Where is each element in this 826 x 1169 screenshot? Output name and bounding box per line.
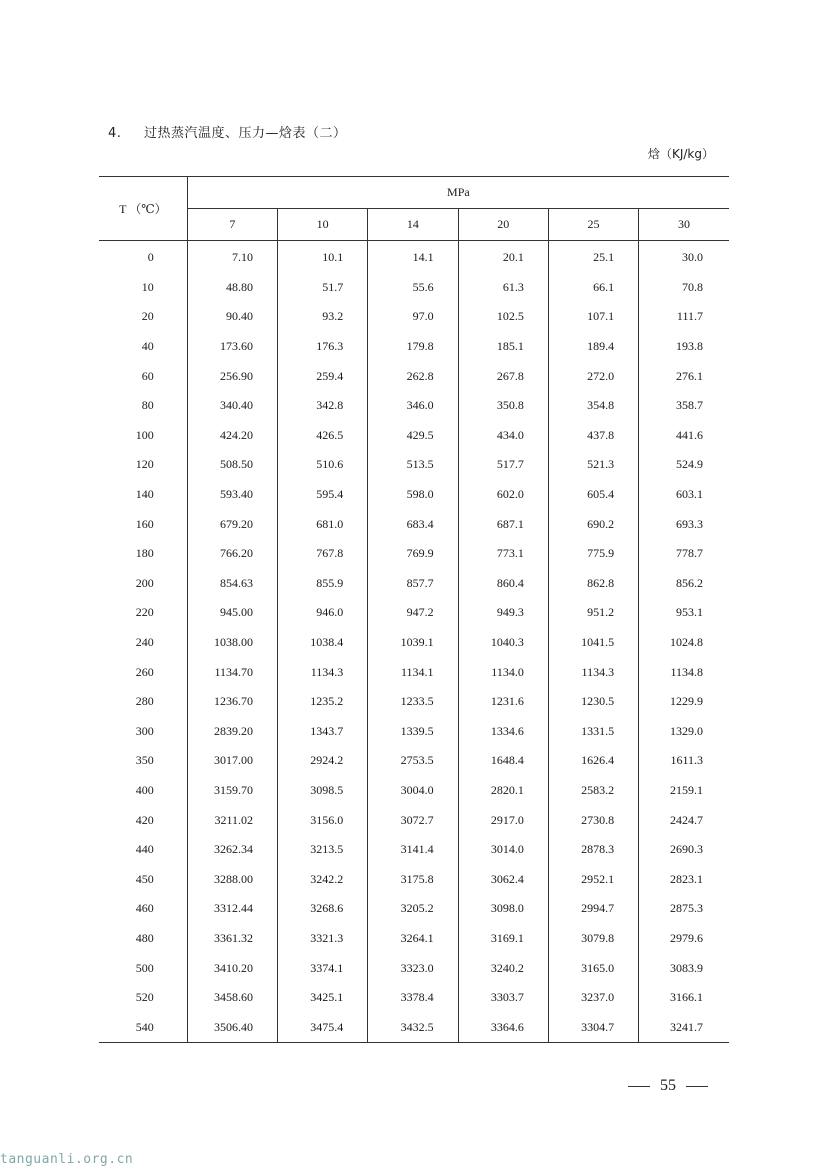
enthalpy-cell: 778.7 (676, 546, 703, 561)
enthalpy-cell: 66.1 (548, 273, 638, 303)
enthalpy-cell: 2730.8 (548, 805, 638, 835)
enthalpy-cell: 3004.0 (368, 776, 458, 806)
enthalpy-cell: 272.0 (548, 361, 638, 391)
enthalpy-cell: 7.10 (187, 241, 277, 273)
temperature-cell: 450 (99, 864, 187, 894)
temperature-cell: 500 (99, 953, 187, 983)
table-row (99, 628, 729, 658)
enthalpy-cell: 1229.9 (670, 694, 703, 709)
enthalpy-cell: 350.8 (458, 391, 548, 421)
temperature-cell: 220 (99, 598, 187, 628)
enthalpy-cell: 424.20 (187, 421, 277, 451)
enthalpy-cell: 1339.5 (368, 717, 458, 747)
enthalpy-cell: 854.63 (187, 569, 277, 599)
enthalpy-cell: 856.2 (676, 575, 703, 590)
table-row (99, 687, 729, 717)
enthalpy-cell: 767.8 (278, 539, 368, 569)
enthalpy-cell: 2820.1 (458, 776, 548, 806)
pressure-group-header: MPa (187, 177, 729, 209)
enthalpy-cell: 3361.32 (187, 924, 277, 954)
enthalpy-cell: 434.0 (458, 421, 548, 451)
enthalpy-cell: 3241.7 (639, 1012, 729, 1042)
enthalpy-cell: 1343.7 (278, 717, 368, 747)
pressure-column-header: 25 (548, 209, 638, 241)
enthalpy-cell: 3175.8 (368, 864, 458, 894)
pressure-column-header: 7 (187, 209, 277, 241)
enthalpy-cell: 953.1 (676, 605, 703, 620)
enthalpy-cell: 1134.8 (670, 664, 703, 679)
enthalpy-cell: 3425.1 (278, 983, 368, 1013)
enthalpy-cell: 1024.8 (670, 635, 703, 650)
dash-decoration (628, 1086, 650, 1087)
enthalpy-cell: 945.00 (187, 598, 277, 628)
enthalpy-cell: 605.4 (548, 480, 638, 510)
enthalpy-cell: 510.6 (278, 450, 368, 480)
enthalpy-cell: 3083.9 (670, 960, 703, 975)
enthalpy-cell: 1236.70 (187, 687, 277, 717)
enthalpy-cell: 1235.2 (278, 687, 368, 717)
temperature-cell: 520 (99, 983, 187, 1013)
temperature-cell: 480 (99, 924, 187, 954)
enthalpy-cell: 857.7 (368, 569, 458, 599)
enthalpy-cell: 3506.40 (187, 1012, 277, 1042)
table-row (99, 746, 729, 776)
watermark: tanguanli.org.cn (0, 1152, 134, 1167)
temperature-cell: 540 (99, 1012, 187, 1042)
table-row (99, 302, 729, 332)
enthalpy-cell: 524.9 (676, 457, 703, 472)
enthalpy-cell: 679.20 (187, 509, 277, 539)
enthalpy-cell: 946.0 (278, 598, 368, 628)
enthalpy-cell: 3205.2 (368, 894, 458, 924)
enthalpy-cell: 93.2 (278, 302, 368, 332)
enthalpy-cell: 3017.00 (187, 746, 277, 776)
enthalpy-cell: 2839.20 (187, 717, 277, 747)
enthalpy-cell: 513.5 (368, 450, 458, 480)
enthalpy-cell: 3166.1 (670, 990, 703, 1005)
enthalpy-cell: 521.3 (548, 450, 638, 480)
enthalpy-cell: 1334.6 (458, 717, 548, 747)
enthalpy-cell: 185.1 (458, 332, 548, 362)
enthalpy-cell: 687.1 (458, 509, 548, 539)
page-number (628, 1077, 708, 1095)
enthalpy-cell: 1331.5 (548, 717, 638, 747)
temperature-cell: 40 (99, 332, 187, 362)
enthalpy-cell: 437.8 (548, 421, 638, 451)
temperature-cell: 80 (99, 391, 187, 421)
table-row (99, 480, 729, 510)
table-row (99, 569, 729, 599)
enthalpy-cell: 2924.2 (278, 746, 368, 776)
enthalpy-cell: 773.1 (458, 539, 548, 569)
enthalpy-cell: 3165.0 (548, 953, 638, 983)
temperature-cell: 120 (99, 450, 187, 480)
enthalpy-cell: 862.8 (548, 569, 638, 599)
section-heading (108, 122, 347, 141)
enthalpy-cell: 2952.1 (548, 864, 638, 894)
enthalpy-cell: 179.8 (368, 332, 458, 362)
enthalpy-cell: 3213.5 (278, 835, 368, 865)
temperature-cell: 350 (99, 746, 187, 776)
enthalpy-cell: 193.8 (676, 339, 703, 354)
table-row (99, 717, 729, 747)
enthalpy-cell: 342.8 (278, 391, 368, 421)
enthalpy-cell: 2917.0 (458, 805, 548, 835)
table-row (99, 539, 729, 569)
enthalpy-cell: 3410.20 (187, 953, 277, 983)
pressure-column-header: 20 (458, 209, 548, 241)
enthalpy-cell: 111.7 (676, 309, 703, 324)
table-row (99, 864, 729, 894)
enthalpy-cell: 256.90 (187, 361, 277, 391)
table-row (99, 421, 729, 451)
enthalpy-cell: 681.0 (278, 509, 368, 539)
enthalpy-cell: 1626.4 (548, 746, 638, 776)
temperature-cell: 200 (99, 569, 187, 599)
enthalpy-cell: 3242.2 (278, 864, 368, 894)
enthalpy-cell: 1134.1 (368, 657, 458, 687)
enthalpy-cell: 30.0 (682, 250, 703, 265)
enthalpy-cell: 3211.02 (187, 805, 277, 835)
table-row (99, 657, 729, 687)
enthalpy-cell: 107.1 (548, 302, 638, 332)
table-row (99, 983, 729, 1013)
dash-decoration (686, 1086, 708, 1087)
enthalpy-cell: 3098.5 (278, 776, 368, 806)
table-row (99, 776, 729, 806)
enthalpy-cell: 259.4 (278, 361, 368, 391)
enthalpy-cell: 3303.7 (458, 983, 548, 1013)
temperature-cell: 280 (99, 687, 187, 717)
table-row (99, 953, 729, 983)
enthalpy-cell: 947.2 (368, 598, 458, 628)
enthalpy-cell: 3304.7 (548, 1012, 638, 1042)
page-number-text: 55 (660, 1077, 676, 1094)
temperature-cell: 100 (99, 421, 187, 451)
unit-label: 焓（KJ/kg） (647, 147, 714, 161)
enthalpy-cell: 1039.1 (368, 628, 458, 658)
enthalpy-cell: 262.8 (368, 361, 458, 391)
enthalpy-cell: 693.3 (676, 516, 703, 531)
enthalpy-cell: 766.20 (187, 539, 277, 569)
enthalpy-cell: 276.1 (676, 368, 703, 383)
enthalpy-cell: 1041.5 (548, 628, 638, 658)
enthalpy-cell: 517.7 (458, 450, 548, 480)
table-row (99, 391, 729, 421)
enthalpy-cell: 690.2 (548, 509, 638, 539)
enthalpy-cell: 102.5 (458, 302, 548, 332)
enthalpy-cell: 3169.1 (458, 924, 548, 954)
table-row (99, 835, 729, 865)
pressure-column-header: 14 (368, 209, 458, 241)
temperature-cell: 0 (99, 241, 187, 273)
enthalpy-cell: 595.4 (278, 480, 368, 510)
enthalpy-cell: 593.40 (187, 480, 277, 510)
enthalpy-cell: 2994.7 (548, 894, 638, 924)
temperature-cell: 260 (99, 657, 187, 687)
enthalpy-cell: 267.8 (458, 361, 548, 391)
table-row (99, 273, 729, 303)
enthalpy-cell: 3264.1 (368, 924, 458, 954)
enthalpy-cell: 2979.6 (670, 930, 703, 945)
section-title: 过热蒸汽温度、压力—焓表（二） (144, 126, 347, 141)
temperature-cell: 20 (99, 302, 187, 332)
enthalpy-cell: 3098.0 (458, 894, 548, 924)
enthalpy-cell: 1040.3 (458, 628, 548, 658)
pressure-column-header: 30 (639, 209, 729, 241)
enthalpy-cell: 1611.3 (670, 753, 703, 768)
enthalpy-cell: 683.4 (368, 509, 458, 539)
enthalpy-cell: 3432.5 (368, 1012, 458, 1042)
enthalpy-cell: 176.3 (278, 332, 368, 362)
enthalpy-table (99, 176, 729, 1043)
enthalpy-cell: 3156.0 (278, 805, 368, 835)
enthalpy-cell: 90.40 (187, 302, 277, 332)
enthalpy-cell: 3062.4 (458, 864, 548, 894)
enthalpy-cell: 1648.4 (458, 746, 548, 776)
enthalpy-cell: 3312.44 (187, 894, 277, 924)
enthalpy-cell: 441.6 (676, 427, 703, 442)
enthalpy-cell: 1134.70 (187, 657, 277, 687)
temperature-cell: 60 (99, 361, 187, 391)
enthalpy-cell: 14.1 (368, 241, 458, 273)
enthalpy-cell: 2159.1 (670, 782, 703, 797)
table-row (99, 1012, 729, 1042)
section-number: 4. (108, 126, 122, 141)
enthalpy-cell: 1329.0 (670, 723, 703, 738)
enthalpy-cell: 3159.70 (187, 776, 277, 806)
enthalpy-cell: 3014.0 (458, 835, 548, 865)
enthalpy-cell: 3268.6 (278, 894, 368, 924)
enthalpy-cell: 189.4 (548, 332, 638, 362)
temperature-cell: 180 (99, 539, 187, 569)
enthalpy-cell: 426.5 (278, 421, 368, 451)
temperature-cell: 400 (99, 776, 187, 806)
temperature-cell: 140 (99, 480, 187, 510)
enthalpy-cell: 340.40 (187, 391, 277, 421)
table-row (99, 361, 729, 391)
enthalpy-cell: 855.9 (278, 569, 368, 599)
enthalpy-cell: 3240.2 (458, 953, 548, 983)
enthalpy-cell: 25.1 (548, 241, 638, 273)
enthalpy-cell: 1231.6 (458, 687, 548, 717)
table-row (99, 450, 729, 480)
temperature-cell: 460 (99, 894, 187, 924)
enthalpy-cell: 1134.3 (278, 657, 368, 687)
enthalpy-cell: 598.0 (368, 480, 458, 510)
enthalpy-cell: 3374.1 (278, 953, 368, 983)
enthalpy-cell: 1038.4 (278, 628, 368, 658)
enthalpy-cell: 2753.5 (368, 746, 458, 776)
enthalpy-cell: 1233.5 (368, 687, 458, 717)
enthalpy-cell: 3321.3 (278, 924, 368, 954)
table-row (99, 509, 729, 539)
enthalpy-cell: 2878.3 (548, 835, 638, 865)
enthalpy-cell: 429.5 (368, 421, 458, 451)
temperature-cell: 10 (99, 273, 187, 303)
temperature-cell: 160 (99, 509, 187, 539)
enthalpy-cell: 2875.3 (670, 901, 703, 916)
enthalpy-cell: 949.3 (458, 598, 548, 628)
enthalpy-cell: 3323.0 (368, 953, 458, 983)
enthalpy-cell: 51.7 (278, 273, 368, 303)
temperature-header: T （℃） (99, 177, 187, 241)
pressure-column-header: 10 (278, 209, 368, 241)
enthalpy-cell: 2823.1 (670, 871, 703, 886)
enthalpy-cell: 860.4 (458, 569, 548, 599)
enthalpy-cell: 61.3 (458, 273, 548, 303)
enthalpy-cell: 70.8 (682, 279, 703, 294)
enthalpy-cell: 1230.5 (548, 687, 638, 717)
enthalpy-cell: 20.1 (458, 241, 548, 273)
enthalpy-cell: 775.9 (548, 539, 638, 569)
table-row (99, 598, 729, 628)
enthalpy-cell: 354.8 (548, 391, 638, 421)
enthalpy-cell: 2424.7 (670, 812, 703, 827)
table-row (99, 241, 729, 273)
enthalpy-cell: 1134.0 (458, 657, 548, 687)
table-row (99, 332, 729, 362)
table-row (99, 924, 729, 954)
enthalpy-cell: 3378.4 (368, 983, 458, 1013)
enthalpy-cell: 97.0 (368, 302, 458, 332)
enthalpy-cell: 3262.34 (187, 835, 277, 865)
enthalpy-cell: 3079.8 (548, 924, 638, 954)
enthalpy-cell: 173.60 (187, 332, 277, 362)
enthalpy-cell: 3141.4 (368, 835, 458, 865)
enthalpy-cell: 1134.3 (548, 657, 638, 687)
temperature-cell: 420 (99, 805, 187, 835)
enthalpy-cell: 769.9 (368, 539, 458, 569)
enthalpy-cell: 1038.00 (187, 628, 277, 658)
enthalpy-cell: 2583.2 (548, 776, 638, 806)
enthalpy-cell: 602.0 (458, 480, 548, 510)
temperature-cell: 440 (99, 835, 187, 865)
enthalpy-cell: 2690.3 (670, 842, 703, 857)
enthalpy-cell: 603.1 (676, 487, 703, 502)
temperature-cell: 240 (99, 628, 187, 658)
enthalpy-cell: 346.0 (368, 391, 458, 421)
enthalpy-cell: 3237.0 (548, 983, 638, 1013)
enthalpy-cell: 951.2 (548, 598, 638, 628)
enthalpy-cell: 3364.6 (458, 1012, 548, 1042)
table-row (99, 894, 729, 924)
enthalpy-cell: 3475.4 (278, 1012, 368, 1042)
table-row (99, 805, 729, 835)
enthalpy-cell: 358.7 (676, 398, 703, 413)
temperature-cell: 300 (99, 717, 187, 747)
enthalpy-cell: 48.80 (187, 273, 277, 303)
enthalpy-cell: 3288.00 (187, 864, 277, 894)
enthalpy-cell: 3458.60 (187, 983, 277, 1013)
enthalpy-cell: 55.6 (368, 273, 458, 303)
enthalpy-cell: 508.50 (187, 450, 277, 480)
enthalpy-cell: 3072.7 (368, 805, 458, 835)
enthalpy-cell: 10.1 (278, 241, 368, 273)
